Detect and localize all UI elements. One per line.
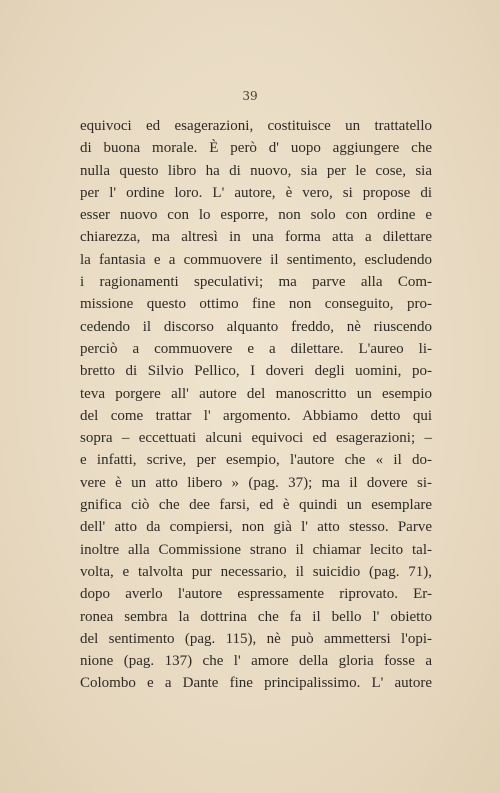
text-line: cedendo il discorso alquanto freddo, nè riuscendo [80,318,432,335]
text-line: per l' ordine loro. L' autore, è vero, si propose di [80,184,432,201]
text-line: del sentimento (pag. 115), nè può ammettersi l'opi- [80,630,432,647]
text-line: sopra – eccettuati alcuni equivoci ed esagerazioni; – [80,430,432,447]
text-line: chiarezza, ma altresì in una forma atta a dilettare [80,229,432,246]
text-line: di buona morale. È però d' uopo aggiungere che [80,140,432,157]
text-line: dell' atto da compiersi, non già l' atto stesso. Parve [80,519,432,536]
page-number: 39 [242,89,258,103]
text-line: volta, e talvolta pur necessario, il suicidio (pag. 71), [80,563,432,580]
text-line: nione (pag. 137) che l' amore della gloria fosse a [80,653,432,670]
text-line: perciò a commuovere e a dilettare. L'aureo li- [80,340,432,357]
text-line: bretto di Silvio Pellico, I doveri degli uomini, po- [80,363,432,380]
text-line: vere è un atto libero » (pag. 37); ma il dovere si- [80,474,432,491]
text-line: nulla questo libro ha di nuovo, sia per le cose, sia [80,162,432,179]
text-line: esser nuovo con lo esporre, non solo con ordine e [80,207,432,224]
text-line: missione questo ottimo fine non conseguito, pro- [80,296,432,313]
text-line: teva porgere all' autore del manoscritto un esempio [80,385,432,402]
text-line: e infatti, scrive, per esempio, l'autore che « il do- [80,452,432,469]
text-line: la fantasia e a commuovere il sentimento, escludendo [80,251,432,268]
text-line: del come trattar l' argomento. Abbiamo detto qui [80,407,432,424]
body-text [80,115,432,695]
text-line: equivoci ed esagerazioni, costituisce un trattatello [80,118,432,134]
text-line: gnifica ciò che dee farsi, ed è quindi un esemplare [80,497,432,514]
text-line: Colombo e a Dante fine principalissimo. L' autore [80,675,432,692]
text-line: inoltre alla Commissione strano il chiamar lecito tal- [80,541,432,558]
text-line: i ragionamenti speculativi; ma parve alla Com- [80,274,432,291]
text-line: dopo averlo l'autore espressamente riprovato. Er- [80,586,432,603]
text-line: ronea sembra la dottrina che fa il bello l' obietto [80,608,432,625]
